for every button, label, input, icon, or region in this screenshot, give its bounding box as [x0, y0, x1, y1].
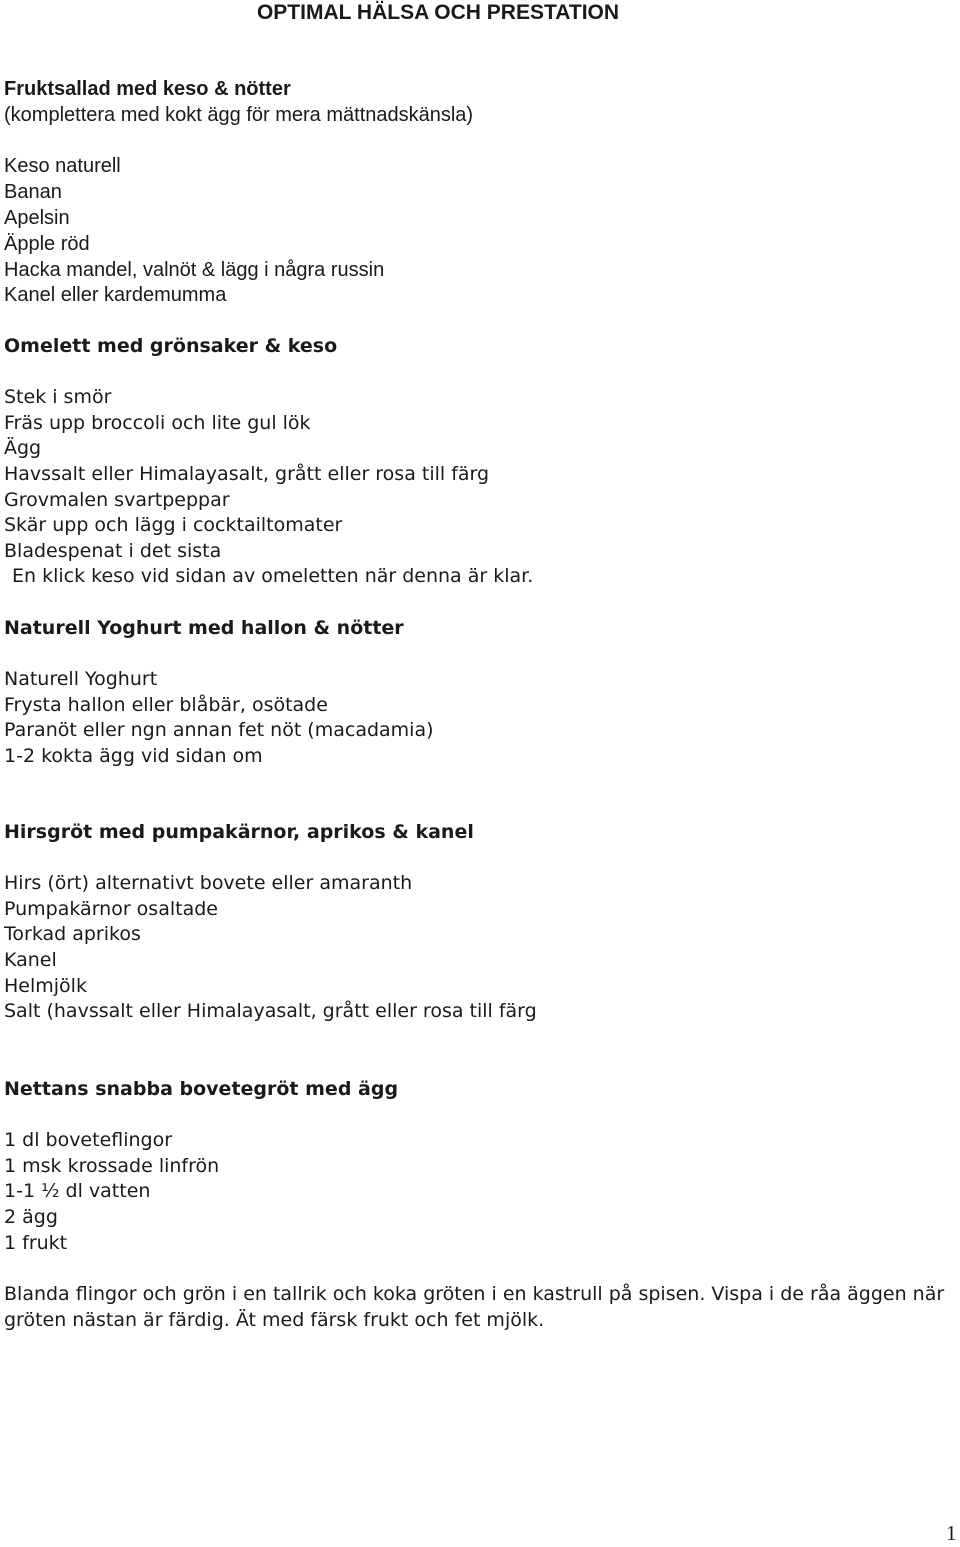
recipe-title: Nettans snabba bovetegröt med ägg	[4, 1078, 399, 1100]
ingredient: 1 msk krossade linfrön	[4, 1154, 220, 1177]
ingredient: Kanel	[4, 948, 57, 971]
ingredient: 1-2 kokta ägg vid sidan om	[4, 744, 263, 767]
ingredient: Keso naturell	[4, 155, 121, 178]
recipe-yoghurt	[4, 616, 434, 770]
ingredient: Pumpakärnor osaltade	[4, 897, 218, 920]
ingredient: Banan	[4, 181, 62, 204]
ingredient: Hirs (ört) alternativt bovete eller amaranth	[4, 872, 413, 895]
ingredient: 1 dl boveteflingor	[4, 1129, 173, 1152]
ingredient: Helmjölk	[4, 974, 87, 997]
recipe-hirsgrot	[4, 820, 537, 1025]
document-title: OPTIMAL HÄLSA OCH PRESTATION	[256, 1, 620, 24]
ingredient: Havssalt eller Himalayasalt, grått eller rosa till färg	[4, 462, 490, 485]
recipe-title: Omelett med grönsaker & keso	[4, 335, 338, 357]
recipe-title: Hirsgröt med pumpakärnor, aprikos & kanel	[4, 821, 474, 843]
ingredient: Frysta hallon eller blåbär, osötade	[4, 693, 328, 716]
ingredient: 2 ägg	[4, 1205, 58, 1228]
recipe-instructions: Blanda flingor och grön i en tallrik och koka gröten i en kastrull på spisen. Vispa i de råa äggen när gröten nästan är färdig. Ät med färsk frukt och fet mjölk.	[4, 1283, 945, 1331]
ingredient: Kanel eller kardemumma	[4, 284, 227, 307]
ingredient: 1 frukt	[4, 1231, 68, 1254]
recipe-omelett	[4, 334, 533, 590]
recipe-subtitle: (komplettera med kokt ägg för mera mättnadskänsla)	[4, 103, 474, 126]
recipe-title: Fruktsallad med keso & nötter	[4, 78, 291, 100]
ingredient: Torkad aprikos	[4, 923, 141, 946]
ingredient: Äpple röd	[4, 232, 90, 255]
ingredient: Bladespenat i det sista	[4, 539, 222, 562]
ingredient: Grovmalen svartpeppar	[4, 488, 230, 511]
ingredient: Skär upp och lägg i cocktailtomater	[4, 514, 343, 537]
ingredient: 1-1 ½ dl vatten	[4, 1180, 151, 1203]
ingredient: Ägg	[4, 437, 42, 460]
ingredient: Salt (havssalt eller Himalayasalt, grått eller rosa till färg	[4, 1000, 537, 1023]
recipe-title: Naturell Yoghurt med hallon & nötter	[4, 617, 404, 639]
ingredient: Hacka mandel, valnöt & lägg i några russin	[4, 258, 385, 281]
ingredient: Stek i smör	[4, 386, 112, 409]
ingredient: Naturell Yoghurt	[4, 668, 158, 691]
ingredient: En klick keso vid sidan av omeletten när denna är klar.	[12, 565, 534, 588]
page-number: 1	[946, 1521, 957, 1545]
recipe-fruktsallad	[4, 77, 473, 309]
ingredient: Paranöt eller ngn annan fet nöt (macadamia)	[4, 719, 434, 742]
recipe-bovetegrot	[4, 1077, 398, 1256]
ingredient: Apelsin	[4, 206, 70, 229]
ingredient: Fräs upp broccoli och lite gul lök	[4, 411, 311, 434]
